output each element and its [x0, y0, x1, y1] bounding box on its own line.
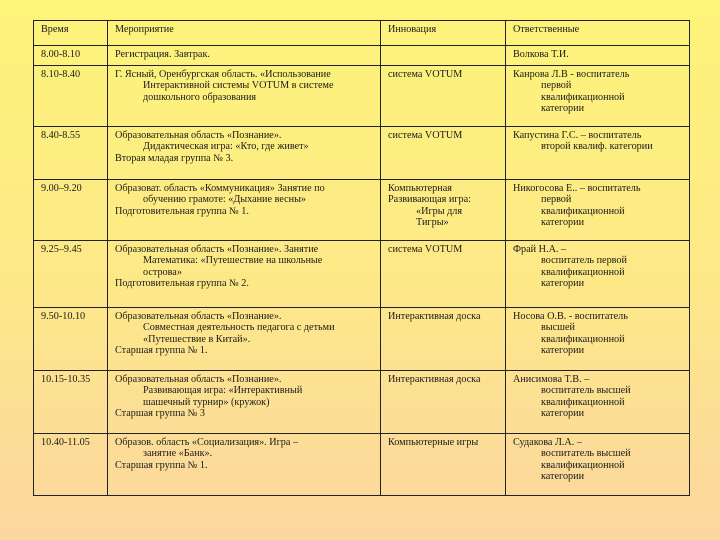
innovation-cell [381, 434, 506, 496]
header-event: Мероприятие [108, 21, 381, 46]
event-cell-line: Старшая группа № 3 [115, 407, 206, 419]
responsible-cell-line: Анисимова Т.В. – [513, 374, 590, 385]
event-cell [108, 66, 381, 127]
responsible-cell-line: категории [541, 277, 585, 289]
event-cell-line: Старшая группа № 1. [115, 459, 208, 471]
event-cell [108, 434, 381, 496]
time-cell: 9.25–9.45 [34, 241, 108, 308]
table-row [34, 180, 690, 241]
innovation-cell-line: Компьютерные игры [388, 437, 479, 448]
event-cell-line: Вторая младая группа № 3. [115, 152, 234, 164]
time-cell: 10.40-11.05 [34, 434, 108, 496]
event-cell [108, 46, 381, 66]
innovation-cell-line: Компьютерная [388, 183, 452, 194]
header-row [34, 21, 690, 46]
event-cell-line: Образовательная область «Познание». Занятие [115, 244, 319, 255]
schedule-table [33, 20, 690, 496]
innovation-cell [381, 308, 506, 371]
event-cell-line: Дидактическая игра: «Кто, где живет» [143, 141, 309, 153]
time-cell: 10.15-10.35 [34, 371, 108, 434]
responsible-cell [506, 66, 690, 127]
event-cell-line: Интерактивной системы VOTUM в системе [143, 80, 334, 92]
innovation-cell-line: Интерактивная доска [388, 374, 481, 385]
responsible-cell [506, 371, 690, 434]
innovation-cell-line: Развивающая игра: [388, 194, 471, 206]
table-row [34, 241, 690, 308]
event-cell [108, 127, 381, 180]
event-cell [108, 308, 381, 371]
time-cell: 8.00-8.10 [34, 46, 108, 66]
responsible-cell-line: воспитатель первой [541, 255, 627, 267]
responsible-cell-line: Носова О.В. - воспитатель [513, 311, 628, 322]
event-cell-line: Образовательная область «Познание». [115, 374, 282, 385]
responsible-cell-line: квалификационной [541, 396, 625, 408]
event-cell-line: занятие «Банк». [143, 448, 213, 460]
responsible-cell-line: второй квалиф. категории [541, 141, 653, 153]
responsible-cell-line: квалификационной [541, 459, 625, 471]
event-cell-line: Совместная деятельность педагога с детьми [143, 322, 335, 334]
event-cell-line: шашечный турнир» (кружок) [143, 396, 270, 408]
event-cell-line: Развивающая игра: «Интерактивный [143, 385, 303, 397]
responsible-cell [506, 180, 690, 241]
table-row [34, 127, 690, 180]
event-cell-line: Математика: «Путешествие на школьные [143, 255, 323, 267]
responsible-cell-line: Волкова Т.И. [513, 49, 569, 60]
header-innovation: Инновация [381, 21, 506, 46]
responsible-cell-line: квалификационной [541, 205, 625, 217]
responsible-cell-line: категории [541, 407, 585, 419]
time-cell: 9.00–9.20 [34, 180, 108, 241]
table-row [34, 308, 690, 371]
table-row [34, 46, 690, 66]
innovation-cell-line: система VOTUM [388, 69, 463, 80]
innovation-cell [381, 241, 506, 308]
responsible-cell-line: квалификационной [541, 333, 625, 345]
responsible-cell-line: первой [541, 194, 572, 206]
event-cell-line: «Путешествие в Китай». [143, 333, 251, 345]
table-row [34, 434, 690, 496]
event-cell-line: Подготовительная группа № 1. [115, 205, 249, 217]
innovation-cell [381, 180, 506, 241]
responsible-cell-line: первой [541, 80, 572, 92]
responsible-cell-line: категории [541, 216, 585, 228]
responsible-cell-line: категории [541, 470, 585, 482]
responsible-cell-line: Капустина Г.С. – воспитатель [513, 130, 642, 141]
innovation-cell [381, 127, 506, 180]
event-cell [108, 241, 381, 308]
event-cell-line: острова» [143, 266, 182, 278]
event-cell-line: Г. Ясный, Оренбургская область. «Использование [115, 69, 331, 80]
time-cell: 8.40-8.55 [34, 127, 108, 180]
responsible-cell-line: категории [541, 102, 585, 114]
event-cell-line: Образоват. область «Коммуникация» Занятие по [115, 183, 325, 194]
responsible-cell [506, 434, 690, 496]
table-row [34, 66, 690, 127]
header-responsible: Ответственные [506, 21, 690, 46]
event-cell [108, 180, 381, 241]
responsible-cell-line: квалификационной [541, 266, 625, 278]
innovation-cell-line: система VOTUM [388, 130, 463, 141]
responsible-cell [506, 241, 690, 308]
header-time: Время [34, 21, 108, 46]
responsible-cell-line: воспитатель высшей [541, 385, 631, 397]
responsible-cell-line: высшей [541, 322, 575, 334]
schedule-body [34, 21, 690, 496]
innovation-cell-line: система VOTUM [388, 244, 463, 255]
responsible-cell-line: Канрова Л.В - воспитатель [513, 69, 630, 80]
time-cell: 9.50-10.10 [34, 308, 108, 371]
responsible-cell-line: Никогосова Е.. – воспитатель [513, 183, 641, 194]
event-cell-line: дошкольного образования [143, 91, 257, 103]
event-cell-line: Образов. область «Социализация». Игра – [115, 437, 299, 448]
event-cell-line: Старшая группа № 1. [115, 344, 208, 356]
event-cell [108, 371, 381, 434]
responsible-cell-line: Фрай Н.А. – [513, 244, 567, 255]
responsible-cell-line: воспитатель высшей [541, 448, 631, 460]
innovation-cell [381, 66, 506, 127]
event-cell-line: Образовательная область «Познание». [115, 311, 282, 322]
innovation-cell-line: «Игры для [416, 205, 463, 217]
innovation-cell [381, 46, 506, 66]
responsible-cell [506, 127, 690, 180]
responsible-cell [506, 308, 690, 371]
innovation-cell-line: Интерактивная доска [388, 311, 481, 322]
innovation-cell [381, 371, 506, 434]
responsible-cell [506, 46, 690, 66]
event-cell-line: обучению грамоте: «Дыхание весны» [143, 194, 307, 206]
responsible-cell-line: Судакова Л.А. – [513, 437, 582, 448]
table-row [34, 371, 690, 434]
responsible-cell-line: категории [541, 344, 585, 356]
responsible-cell-line: квалификационной [541, 91, 625, 103]
event-cell-line: Регистрация. Завтрак. [115, 49, 210, 60]
event-cell-line: Подготовительная группа № 2. [115, 277, 249, 289]
time-cell: 8.10-8.40 [34, 66, 108, 127]
event-cell-line: Образовательная область «Познание». [115, 130, 282, 141]
innovation-cell-line: Тигры» [416, 216, 449, 228]
